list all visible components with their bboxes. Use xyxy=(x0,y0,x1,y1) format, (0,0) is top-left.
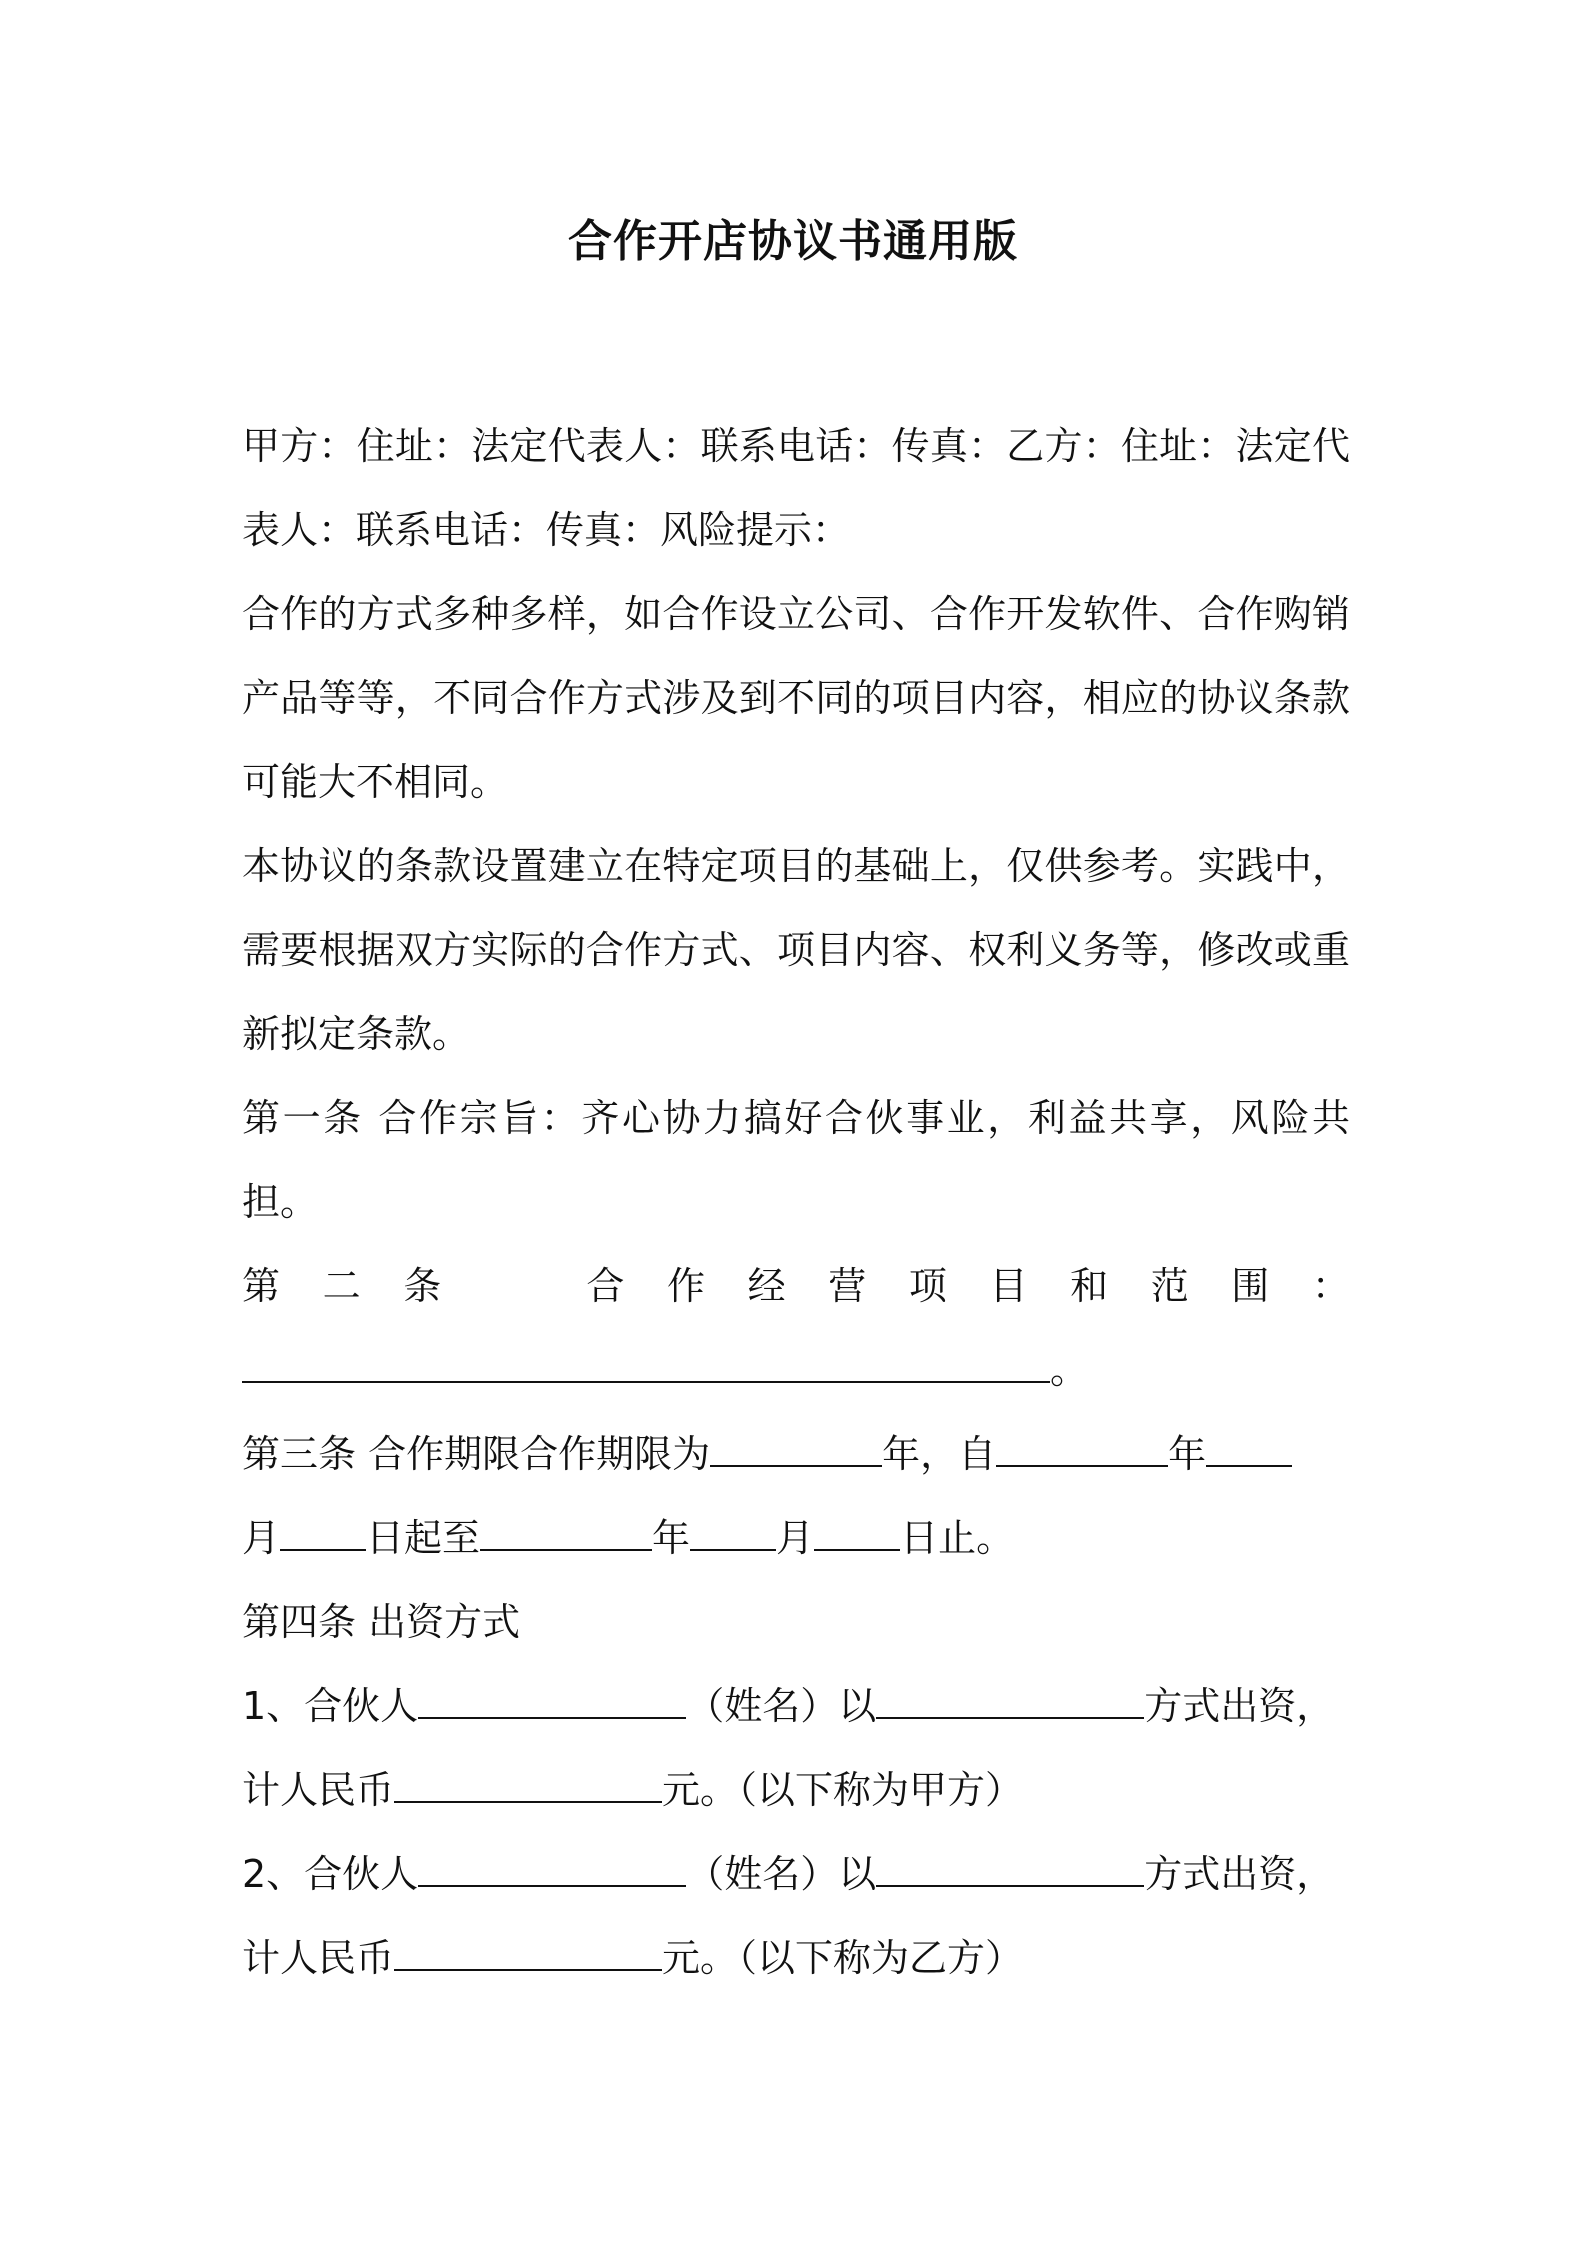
article-2-char: 合 xyxy=(586,1264,625,1308)
article-2-blank-line: 。 xyxy=(242,1328,1350,1412)
fill-in-blank[interactable] xyxy=(876,1851,1144,1887)
document-body xyxy=(242,404,1350,2000)
parties-paragraph: 甲方：住址：法定代表人：联系电话：传真：乙方：住址：法定代表人：联系电话：传真：风险提示： xyxy=(242,424,1350,552)
article-4-item-2: 2、合伙人 （姓名）以 方式出资， 计人民币 元。（以下称为乙方） xyxy=(242,1852,1335,1980)
article-2-gap xyxy=(484,1244,544,1328)
fill-in-blank[interactable] xyxy=(710,1431,882,1467)
article-3: 第三条 合作期限合作期限为 年，自 年 月 日起至 年 月 日止。 xyxy=(242,1412,1350,1580)
fill-in-blank[interactable] xyxy=(996,1431,1168,1467)
fill-in-blank[interactable] xyxy=(280,1515,366,1551)
fill-in-blank[interactable] xyxy=(418,1851,686,1887)
fill-in-blank[interactable] xyxy=(1206,1431,1292,1467)
article-4-item-1: 1、合伙人 （姓名）以 方式出资， 计人民币 元。（以下称为甲方） xyxy=(242,1684,1335,1812)
article-2-char: 第 xyxy=(242,1264,281,1308)
fill-in-blank[interactable] xyxy=(876,1683,1144,1719)
fill-in-blank[interactable] xyxy=(418,1683,686,1719)
article-2-char: 和 xyxy=(1070,1264,1109,1308)
article-2-char: 围 xyxy=(1231,1264,1270,1308)
article-2-char: 二 xyxy=(322,1264,361,1308)
fill-in-blank[interactable] xyxy=(480,1515,652,1551)
risk-paragraph-1: 合作的方式多种多样，如合作设立公司、合作开发软件、合作购销产品等等，不同合作方式涉及到不同的项目内容，相应的协议条款可能大不相同。 xyxy=(242,592,1350,804)
fill-in-blank[interactable] xyxy=(690,1515,776,1551)
article-1: 第一条 合作宗旨：齐心协力搞好合伙事业，利益共享，风险共担。 xyxy=(242,1096,1350,1224)
article-2-char: 项 xyxy=(908,1264,947,1308)
article-2-char: 作 xyxy=(667,1264,706,1308)
article-2-char: 范 xyxy=(1150,1264,1189,1308)
fill-in-blank[interactable] xyxy=(814,1515,900,1551)
article-2-char: 条 xyxy=(403,1264,442,1308)
article-2-char: ： xyxy=(1311,1264,1350,1308)
article-2-char: 目 xyxy=(989,1264,1028,1308)
document-title: 合作开店协议书通用版 xyxy=(568,216,1018,267)
article-4-title: 第四条 出资方式 xyxy=(242,1600,521,1644)
article-2-char: 经 xyxy=(747,1264,786,1308)
article-2-char: 营 xyxy=(828,1264,867,1308)
fill-in-blank[interactable] xyxy=(394,1935,662,1971)
fill-in-blank[interactable] xyxy=(242,1347,1050,1383)
fill-in-blank[interactable] xyxy=(394,1767,662,1803)
article-2-heading xyxy=(242,1244,1350,1328)
risk-paragraph-2: 本协议的条款设置建立在特定项目的基础上，仅供参考。实践中，需要根据双方实际的合作方式、项目内容、权利义务等，修改或重新拟定条款。 xyxy=(242,844,1350,1056)
